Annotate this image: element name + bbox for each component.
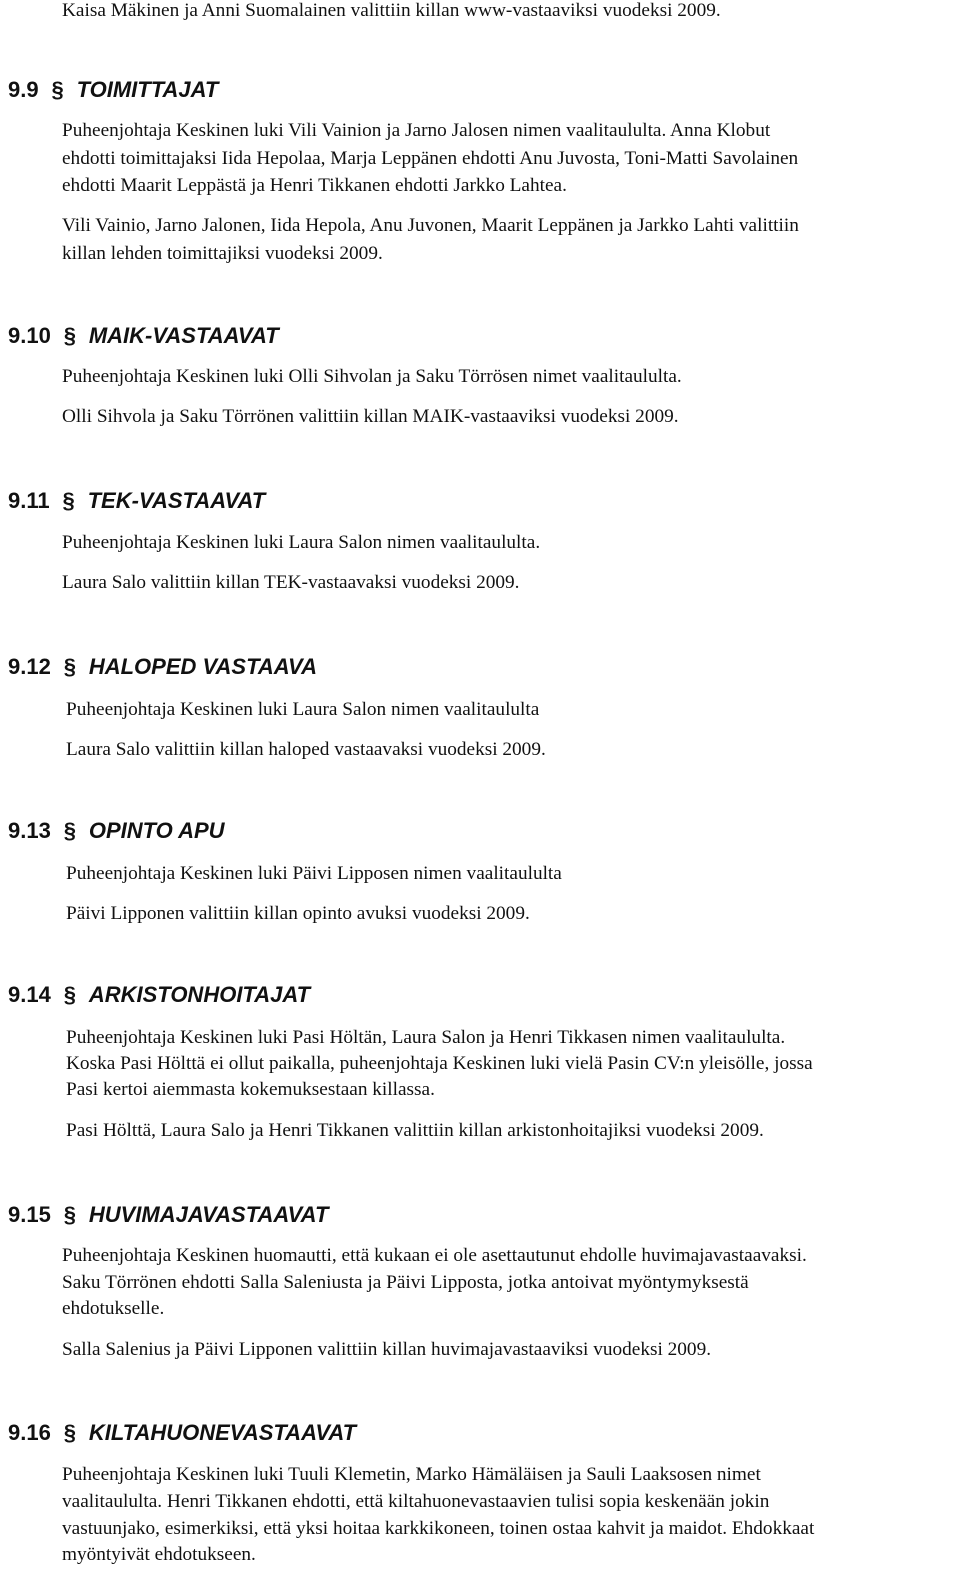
section-title: TEK-VASTAAVAT [87,488,266,513]
paragraph-line: Saku Törrönen ehdotti Salla Saleniusta ja Päivi Lipposta, jotka antoivat myöntymyksestä [62,1272,749,1293]
paragraph-line: Laura Salo valittiin killan haloped vastaavaksi vuodeksi 2009. [66,739,546,760]
section-number: 9.14 [8,982,51,1007]
paragraph-line: Päivi Lipponen valittiin killan opinto avuksi vuodeksi 2009. [66,903,530,924]
section-title: ARKISTONHOITAJAT [88,982,311,1007]
section-heading-9-14 [8,981,310,1009]
paragraph-line: Pasi kertoi aiemmasta kokemuksestaan killassa. [66,1079,435,1100]
section-sign-icon: § [63,818,76,843]
section-number: 9.9 [8,77,39,102]
section-heading-9-11 [8,487,265,515]
paragraph-line: Vili Vainio, Jarno Jalonen, Iida Hepola, Anu Juvonen, Maarit Leppänen ja Jarkko Lahti valittiin [62,215,799,236]
section-sign-icon: § [63,982,76,1007]
paragraph-line: myöntyivät ehdotukseen. [62,1544,256,1565]
paragraph-line: ehdotukselle. [62,1298,165,1319]
paragraph-line: Puheenjohtaja Keskinen luki Laura Salon nimen vaalitaululta. [62,532,541,553]
paragraph-line: Puheenjohtaja Keskinen luki Olli Sihvolan ja Saku Törrösen nimet vaalitaululta. [62,366,682,387]
paragraph-line: Salla Salenius ja Päivi Lipponen valittiin killan huvimajavastaaviksi vuodeksi 2009. [62,1339,712,1360]
section-number: 9.16 [8,1420,51,1445]
paragraph-line: Olli Sihvola ja Saku Törrönen valittiin killan MAIK-vastaaviksi vuodeksi 2009. [62,406,679,427]
section-number: 9.10 [8,323,51,348]
paragraph-line: Laura Salo valittiin killan TEK-vastaavaksi vuodeksi 2009. [62,572,520,593]
section-heading-9-16 [8,1419,356,1447]
section-heading-9-15 [8,1201,328,1229]
section-sign-icon: § [63,323,76,348]
paragraph-line: Pasi Hölttä, Laura Salo ja Henri Tikkanen valittiin killan arkistonhoitajiksi vuodeksi 2009. [66,1120,764,1141]
section-sign-icon: § [62,488,75,513]
section-title: OPINTO APU [88,818,225,843]
paragraph-line: killan lehden toimittajiksi vuodeksi 2009. [62,243,383,264]
paragraph-line: Puheenjohtaja Keskinen luki Päivi Lipposen nimen vaalitaululta [66,863,562,884]
paragraph-line: Puheenjohtaja Keskinen luki Vili Vainion ja Jarno Jalosen nimen vaalitaululta. Anna Klobut [62,120,771,141]
section-title: HUVIMAJAVASTAAVAT [88,1202,329,1227]
section-number: 9.15 [8,1202,51,1227]
paragraph-line: vastuunjako, esimerkiksi, että yksi hoitaa karkkikoneen, toinen ostaa kahvit ja maidot. Ehdokkaat [62,1518,815,1539]
paragraph-line: Puheenjohtaja Keskinen luki Tuuli Klemetin, Marko Hämäläisen ja Sauli Laaksosen nimet [62,1464,761,1485]
section-sign-icon: § [63,1202,76,1227]
paragraph-line: Puheenjohtaja Keskinen huomautti, että kukaan ei ole asettautunut ehdolle huvimajavastaavaksi. [62,1245,807,1266]
section-number: 9.13 [8,818,51,843]
paragraph-line: Puheenjohtaja Keskinen luki Laura Salon nimen vaalitaululta [66,699,540,720]
section-sign-icon: § [63,654,76,679]
section-title: HALOPED VASTAAVA [88,654,317,679]
section-heading-9-13 [8,817,225,845]
section-heading-9-12 [8,653,317,681]
top-line: Kaisa Mäkinen ja Anni Suomalainen valittiin killan www-vastaaviksi vuodeksi 2009. [62,0,721,21]
section-title: KILTAHUONEVASTAAVAT [88,1420,357,1445]
paragraph-line: vaalitaululta. Henri Tikkanen ehdotti, että kiltahuonevastaavien tulisi sopia keskenään jokin [62,1491,770,1512]
paragraph-line: Koska Pasi Hölttä ei ollut paikalla, puheenjohtaja Keskinen luki vielä Pasin CV:n yleisölle, jossa [66,1053,813,1074]
section-title: TOIMITTAJAT [76,77,219,102]
section-sign-icon: § [63,1420,76,1445]
paragraph-line: ehdotti toimittajaksi Iida Hepolaa, Marja Leppänen ehdotti Anu Juvosta, Toni-Matti Savolainen [62,148,799,169]
section-title: MAIK-VASTAAVAT [88,323,279,348]
paragraph-line: Puheenjohtaja Keskinen luki Pasi Höltän, Laura Salon ja Henri Tikkasen nimen vaalitaululta. [66,1027,786,1048]
section-number: 9.12 [8,654,51,679]
section-heading-9-9 [8,76,218,104]
section-sign-icon: § [51,77,64,102]
section-number: 9.11 [8,488,50,513]
paragraph-line: ehdotti Maarit Leppästä ja Henri Tikkanen ehdotti Jarkko Lahtea. [62,175,567,196]
section-heading-9-10 [8,322,279,350]
